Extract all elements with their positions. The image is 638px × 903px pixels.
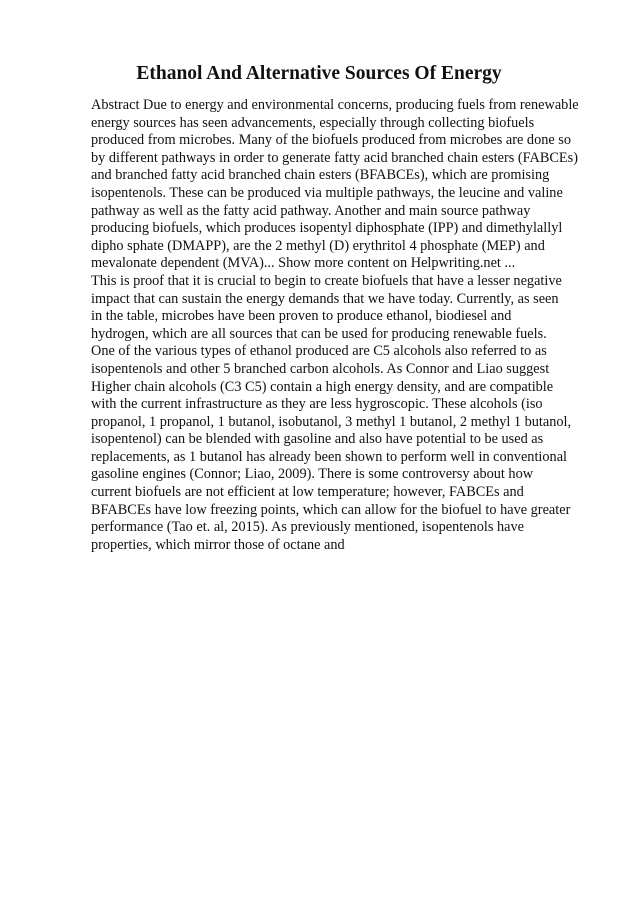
body-text-line: by different pathways in order to generate fatty acid branched chain esters (FABCEs) [91,149,578,166]
body-text-line: gasoline engines (Connor; Liao, 2009). There is some controversy about how [91,466,534,483]
body-text-line: BFABCEs have low freezing points, which can allow for the biofuel to have greater [91,501,571,518]
body-text-line: dipho sphate (DMAPP), are the 2 methyl (D) erythritol 4 phosphate (MEP) and [91,237,545,254]
body-text-line: with the current infrastructure as they are less hygroscopic. These alcohols (iso [91,396,543,413]
body-text-line: performance (Tao et. al, 2015). As previously mentioned, isopentenols have [91,519,524,536]
body-text-line: isopentenols. These can be produced via multiple pathways, the leucine and valine [91,184,563,201]
body-text-line: propanol, 1 propanol, 1 butanol, isobutanol, 3 methyl 1 butanol, 2 methyl 1 butanol, [91,413,572,430]
body-text-line: This is proof that it is crucial to begin to create biofuels that have a lesser negative [91,272,562,289]
body-text-line: in the table, microbes have been proven to produce ethanol, biodiesel and [91,308,512,325]
body-text-line: current biofuels are not efficient at low temperature; however, FABCEs and [91,484,524,501]
body-text-line: isopentenol) can be blended with gasoline and also have potential to be used as [91,431,544,448]
body-text-line: energy sources has seen advancements, especially through collecting biofuels [91,114,535,131]
body-text-line: pathway as well as the fatty acid pathway. Another and main source pathway [91,202,531,219]
body-text-line: producing biofuels, which produces isopentyl diphosphate (IPP) and dimethylallyl [91,220,563,237]
body-text-line: properties, which mirror those of octane and [91,536,345,553]
document-body [91,97,601,554]
body-text-line: impact that can sustain the energy demands that we have today. Currently, as seen [91,290,559,307]
body-text-line: and branched fatty acid branched chain esters (BFABCEs), which are promising [91,167,550,184]
body-text-line: One of the various types of ethanol produced are C5 alcohols also referred to as [91,343,547,360]
body-text-line: mevalonate dependent (MVA)... Show more content on Helpwriting.net ... [91,255,516,272]
body-text-line: Higher chain alcohols (C3 C5) contain a high energy density, and are compatible [91,378,554,395]
body-text-line: hydrogen, which are all sources that can be used for producing renewable fuels. [91,325,547,342]
body-text-line: Abstract Due to energy and environmental concerns, producing fuels from renewable [91,97,579,113]
body-text-line: isopentenols and other 5 branched carbon alcohols. As Connor and Liao suggest [91,360,550,377]
document-title: Ethanol And Alternative Sources Of Energy [136,63,502,84]
body-text-line: replacements, as 1 butanol has already been shown to perform well in conventional [91,448,568,465]
body-text-line: produced from microbes. Many of the biofuels produced from microbes are done so [91,132,571,149]
